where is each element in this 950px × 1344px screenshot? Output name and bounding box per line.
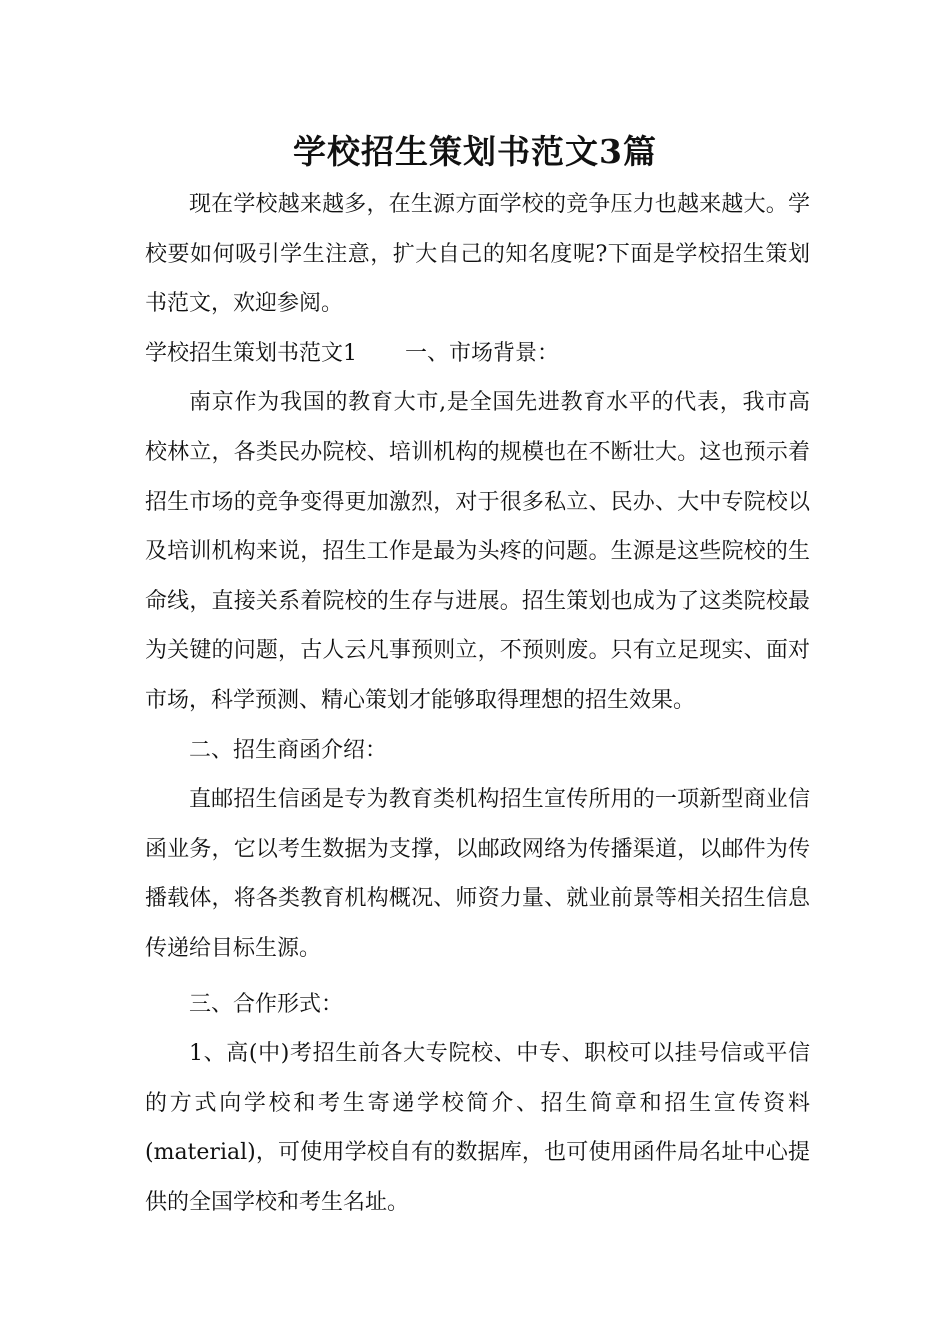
section-1-heading: 一、市场背景： [405,340,560,366]
document-body [145,180,810,1227]
heading-cooperation-form: 三、合作形式： [189,991,344,1017]
heading-mail-introduction: 二、招生商函介绍： [189,737,388,763]
intro-paragraph: 现在学校越来越多，在生源方面学校的竞争压力也越来越大。学校要如何吸引学生注意，扩大自己的知名度呢?下面是学校招生策划书范文，欢迎参阅。 [145,192,810,317]
mail-introduction-paragraph: 直邮招生信函是专为教育类机构招生宣传所用的一项新型商业信函业务，它以考生数据为支撑，以邮政网络为传播渠道，以邮件为传播载体，将各类教育机构概况、师资力量、就业前景等相关招生信息传递给目标生源。 [145,787,810,961]
section-1-label: 学校招生策划书范文1 [145,340,357,366]
cooperation-paragraph-1: 1、高(中)考招生前各大专院校、中专、职校可以挂号信或平信的方式向学校和考生寄递学校简介、招生简章和招生宣传资料(material)，可使用学校自有的数据库，也可使用函件局名址中心提供的全国学校和考生名址。 [145,1041,810,1215]
section-1-line [145,329,810,379]
market-background-paragraph: 南京作为我国的教育大市,是全国先进教育水平的代表，我市高校林立，各类民办院校、培训机构的规模也在不断壮大。这也预示着招生市场的竞争变得更加激烈，对于很多私立、民办、大中专院校以及培训机构来说，招生工作是最为头疼的问题。生源是这些院校的生命线，直接关系着院校的生存与进展。招生策划也成为了这类院校最为关键的问题，古人云凡事预则立，不预则废。只有立足现实、面对市场，科学预测、精心策划才能够取得理想的招生效果。 [145,390,810,713]
document-title: 学校招生策划书范文3篇 [293,132,657,171]
